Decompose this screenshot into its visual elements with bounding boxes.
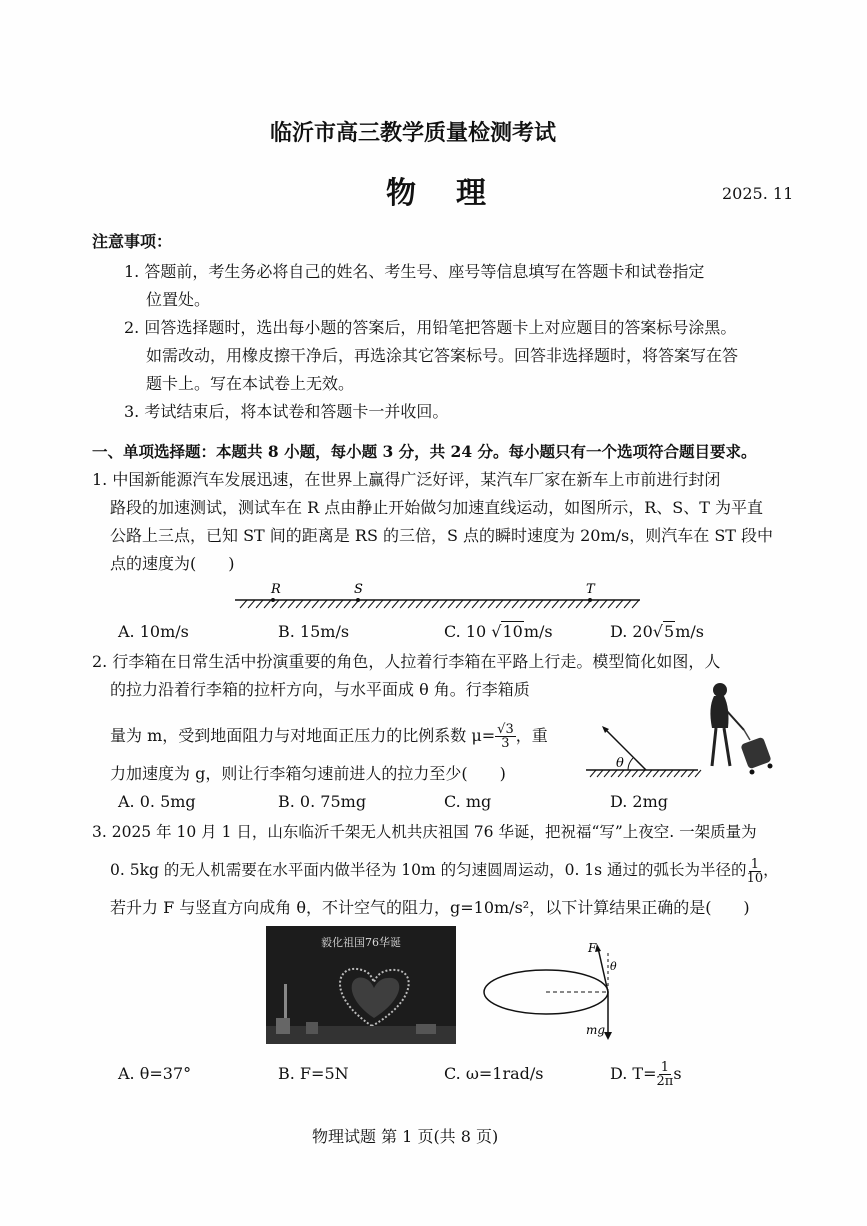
q1-line-3: 公路上三点，已知 ST 间的距离是 RS 的三倍，S 点的瞬时速度为 20m/s，则汽车在 ST 段中 (110, 526, 774, 545)
exam-title: 临沂市高三教学质量检测考试 (270, 120, 557, 146)
q1-option-a: A. 10m/s (118, 622, 189, 641)
q1-option-b: B. 15m/s (278, 622, 350, 641)
notice-item-3: 3. 考试结束后，将本试卷和答题卡一并收回。 (124, 402, 449, 421)
notice-item-1-line-1: 1. 答题前，考生务必将自己的姓名、考生号、座号等信息填写在答题卡和试卷指定 (124, 262, 705, 281)
q1-option-d: D. 20√5m/s (610, 622, 704, 641)
q2-model-figure (578, 690, 708, 780)
label-theta: θ (610, 960, 617, 973)
label-f: F (588, 941, 597, 955)
q3-force-diagram (476, 936, 636, 1046)
mu-fraction: $\frac{√3}{3}$ (497, 722, 514, 751)
point-t (588, 598, 592, 602)
q1-road-figure (230, 580, 645, 610)
q2-option-a: A. 0. 5mg (118, 792, 196, 811)
q3-option-a: A. θ=37° (118, 1064, 192, 1083)
notice-item-2-line-3: 题卡上。写在本试卷上无效。 (146, 374, 355, 393)
q1-line-1: 1. 中国新能源汽车发展迅速，在世界上赢得广泛好评，某汽车厂家在新车上市前进行封闭 (92, 470, 721, 489)
notice-item-1-line-2: 位置处。 (146, 290, 211, 309)
q3-line-3: 若升力 F 与竖直方向成角 θ，不计空气的阻力，g=10m/s²，以下计算结果正确的是( ) (110, 898, 750, 917)
q3-option-d: D. T= $\frac{1}{2\pi}$ s (610, 1060, 682, 1089)
photo-caption: 毅化祖国76华诞 (321, 936, 401, 949)
drone-show-photo (266, 926, 456, 1044)
period-fraction: $\frac{1}{2\pi}$ (656, 1060, 674, 1089)
label-mg: mg (586, 1023, 606, 1037)
label-t: T (586, 582, 595, 597)
page-footer: 物理试题 第 1 页(共 8 页) (312, 1127, 499, 1146)
q2-line-4: 力加速度为 g，则让行李箱匀速前进人的拉力至少( ) (110, 764, 506, 783)
notice-item-2-line-1: 2. 回答选择题时，选出每小题的答案后，用铅笔把答题卡上对应题目的答案标号涂黑。 (124, 318, 737, 337)
q2-line-1: 2. 行李箱在日常生活中扮演重要的角色，人拉着行李箱在平路上行走。模型简化如图，人 (92, 652, 721, 671)
q1-line-2: 路段的加速测试，测试车在 R 点由静止开始做匀加速直线运动，如图所示，R、S、T 为平直 (110, 498, 763, 517)
q3-line-2: 0. 5kg 的无人机需要在水平面内做半径为 10m 的匀速圆周运动，0. 1s 通过的弧长为半径的 $\frac{1}{10}$ ， (110, 856, 779, 886)
q2-line-2: 的拉力沿着行李箱的拉杆方向，与水平面成 θ 角。行李箱质 (110, 680, 530, 699)
point-r (271, 598, 275, 602)
exam-date: 2025. 11 (722, 184, 794, 203)
q2-option-b: B. 0. 75mg (278, 792, 367, 811)
angle-theta: θ (616, 756, 624, 771)
label-r: R (271, 582, 281, 597)
notice-item-2-line-2: 如需改动，用橡皮擦干净后，再选涂其它答案标号。回答非选择题时，将答案写在答 (146, 346, 739, 365)
q2-line-3: 量为 m，受到地面阻力与对地面正压力的比例系数 μ= $\frac{√3}{3}$ ，重 (110, 722, 548, 751)
subject-title: 物理 (386, 176, 526, 211)
arc-fraction: $\frac{1}{10}$ (746, 856, 764, 886)
label-s: S (354, 582, 363, 597)
q3-option-b: B. F=5N (278, 1064, 349, 1083)
q1-option-c: C. 10 √10m/s (444, 622, 553, 641)
q3-option-c: C. ω=1rad/s (444, 1064, 544, 1083)
q2-option-c: C. mg (444, 792, 492, 811)
section-1-heading: 一、单项选择题：本题共 8 小题，每小题 3 分，共 24 分。每小题只有一个选项符合题目要求。 (92, 442, 757, 461)
notice-heading: 注意事项： (92, 232, 173, 251)
lift-force-arrow (598, 948, 608, 992)
q1-line-4: 点的速度为( ) (110, 554, 235, 573)
q2-option-d: D. 2mg (610, 792, 669, 811)
q3-line-1: 3. 2025 年 10 月 1 日，山东临沂千架无人机共庆祖国 76 华诞，把祝福“写”上夜空. 一架质量为 (92, 823, 757, 841)
point-s (356, 598, 360, 602)
force-arrow (604, 728, 646, 770)
traveler-illustration (700, 678, 780, 778)
